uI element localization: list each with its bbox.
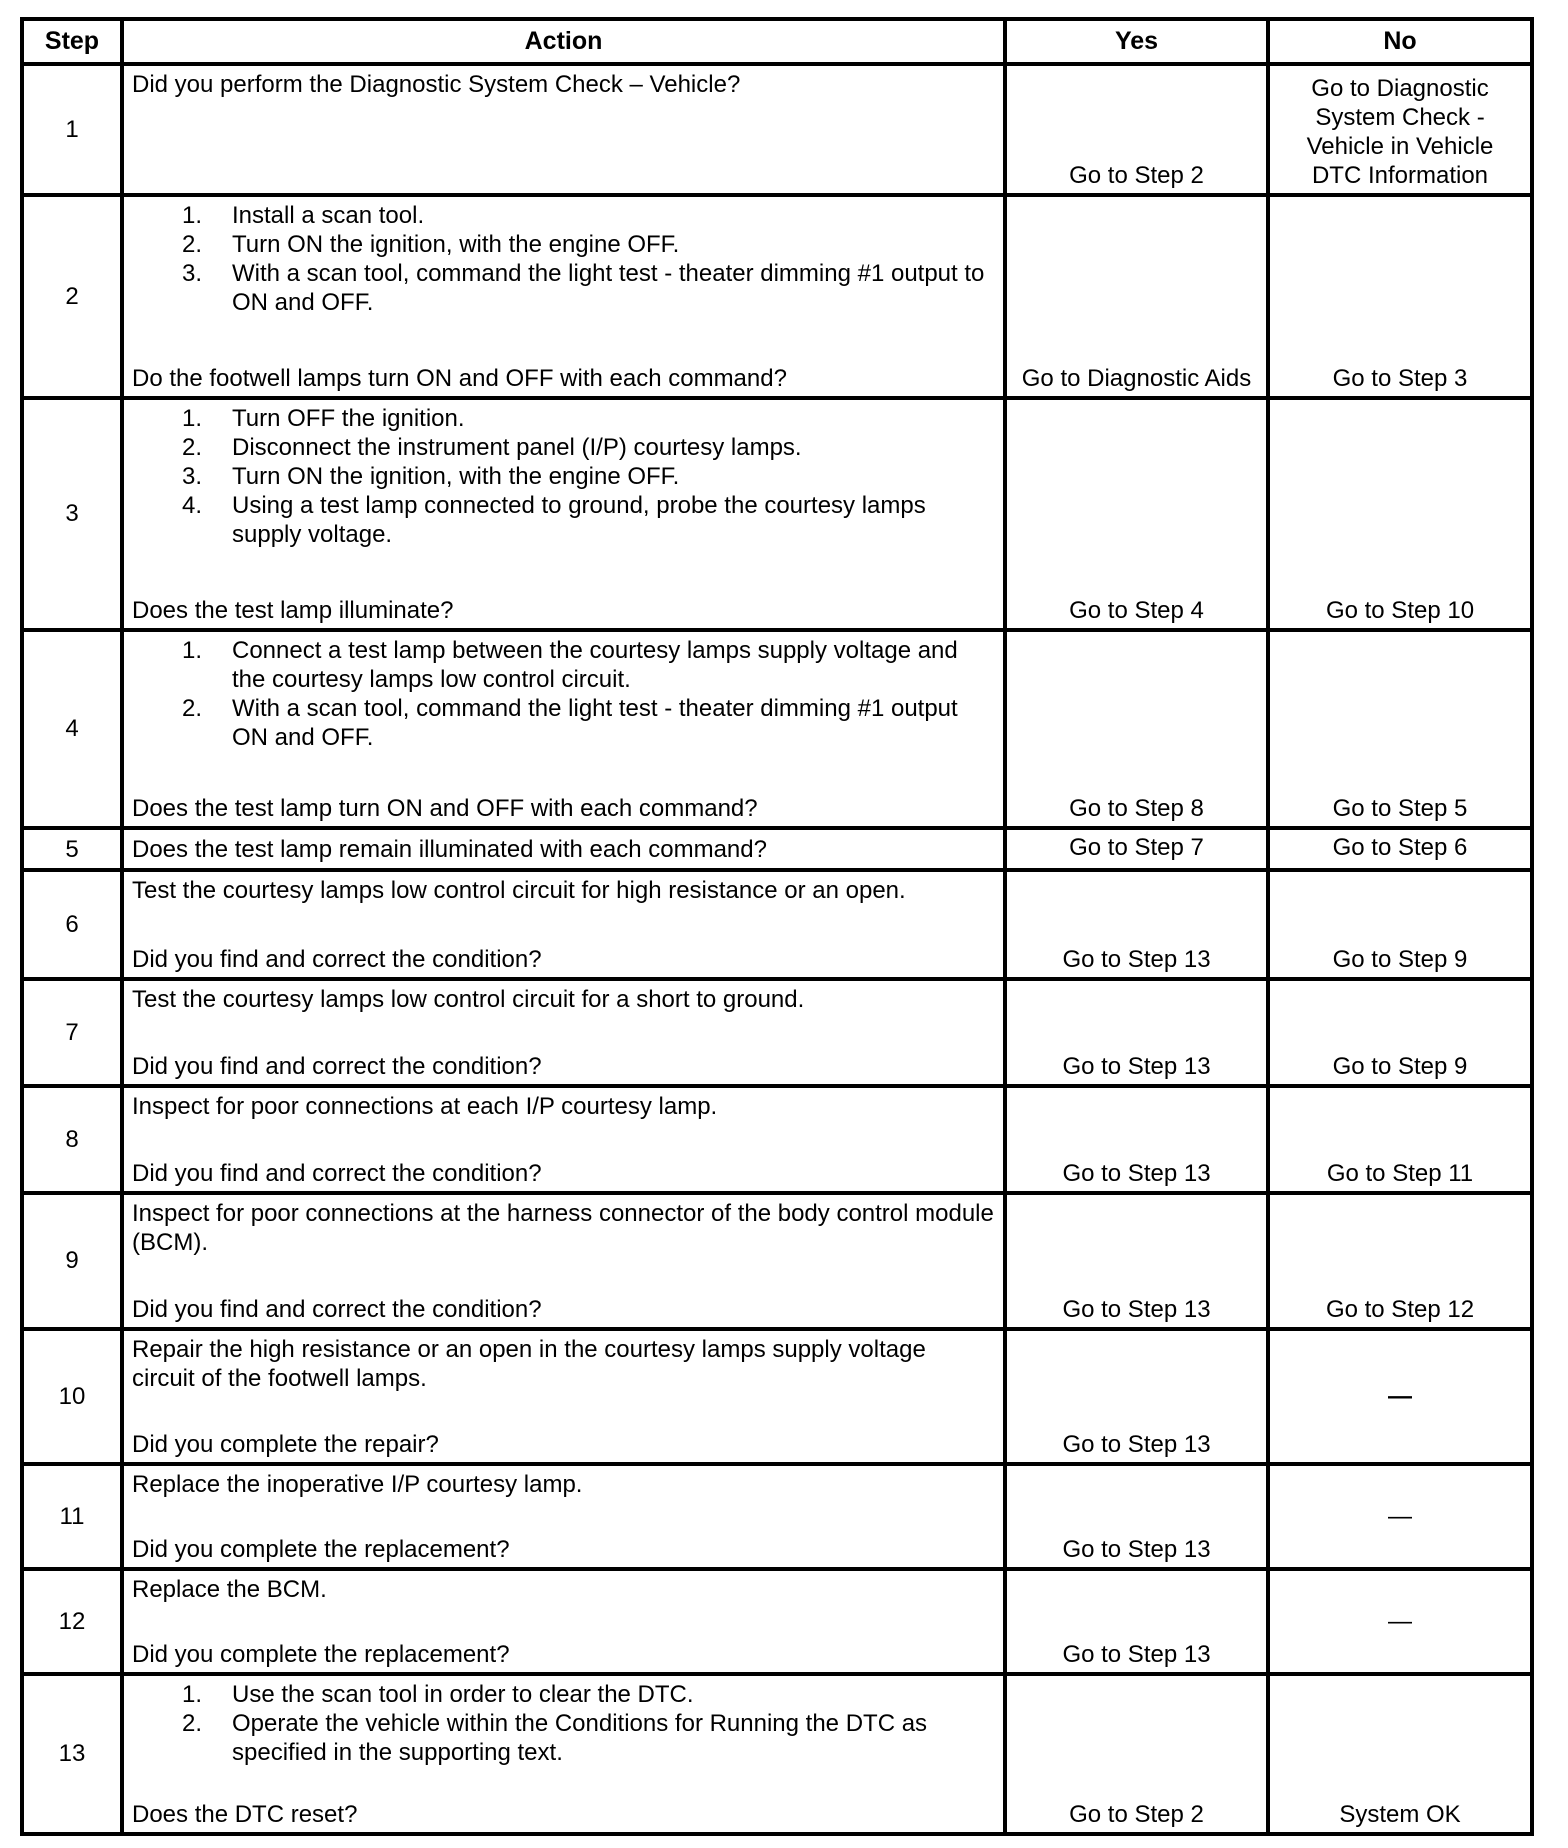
header-step: Step (22, 19, 122, 64)
action-cell (122, 64, 1005, 195)
no-cell: Go to Step 5 (1268, 630, 1532, 828)
no-line: Go to Diagnostic (1311, 74, 1489, 102)
step-number: 1 (22, 64, 122, 195)
action-cell (122, 1329, 1005, 1464)
table-row (22, 1086, 1532, 1193)
action-cell (122, 828, 1005, 870)
step-number: 2 (22, 195, 122, 399)
table-row (22, 870, 1532, 978)
table-row (22, 979, 1532, 1086)
yes-cell: Go to Diagnostic Aids (1005, 195, 1268, 399)
action-cell (122, 1569, 1005, 1674)
yes-cell: Go to Step 13 (1005, 1569, 1268, 1674)
no-cell: Go to Step 3 (1268, 195, 1532, 399)
action-text: Inspect for poor connections at the harness connector of the body control module (BCM). (132, 1200, 994, 1257)
action-cell (122, 870, 1005, 978)
action-text: Replace the BCM. (132, 1575, 327, 1603)
action-text: Did you perform the Diagnostic System Check – Vehicle? (132, 71, 741, 98)
step-number: 6 (22, 870, 122, 978)
action-question: Did you find and correct the condition? (132, 1160, 542, 1188)
instruction-list (132, 201, 995, 317)
table-row (22, 1464, 1532, 1569)
step-number: 8 (22, 1086, 122, 1193)
header-yes: Yes (1005, 19, 1268, 64)
no-line: DTC Information (1311, 161, 1489, 189)
no-cell: Go to Step 10 (1268, 398, 1532, 629)
step-number: 13 (22, 1674, 122, 1834)
action-cell (122, 1464, 1005, 1569)
no-cell: System OK (1268, 1674, 1532, 1834)
instruction-list (132, 1680, 995, 1767)
table-row (22, 1569, 1532, 1674)
action-question: Does the test lamp illuminate? (132, 596, 454, 624)
action-text: Test the courtesy lamps low control circuit for a short to ground. (132, 985, 805, 1013)
step-number: 12 (22, 1569, 122, 1674)
no-cell-dash: — (1268, 1464, 1532, 1569)
action-question: Did you complete the repair? (132, 1430, 439, 1458)
action-question: Does the test lamp turn ON and OFF with each command? (132, 795, 758, 822)
no-cell: Go to Step 9 (1268, 870, 1532, 978)
yes-cell: Go to Step 7 (1005, 828, 1268, 870)
table-row (22, 1193, 1532, 1329)
instruction-list (132, 636, 995, 752)
yes-cell: Go to Step 13 (1005, 870, 1268, 978)
action-text: Replace the inoperative I/P courtesy lamp. (132, 1470, 583, 1498)
table-row (22, 1674, 1532, 1834)
no-line: Vehicle in Vehicle (1306, 132, 1494, 160)
instruction-item: 3. Turn ON the ignition, with the engine OFF. (182, 463, 680, 491)
yes-cell: Go to Step 2 (1005, 1674, 1268, 1834)
yes-cell: Go to Step 13 (1005, 1464, 1268, 1569)
instruction-list (132, 404, 995, 549)
no-cell-dash: — (1268, 1569, 1532, 1674)
yes-cell: Go to Step 2 (1005, 64, 1268, 195)
instruction-item: 4. Using a test lamp connected to ground, probe the courtesy lamps supply voltage. (182, 492, 926, 549)
instruction-item: 1. Install a scan tool. (182, 201, 425, 229)
step-number: 9 (22, 1193, 122, 1329)
action-cell (122, 1086, 1005, 1193)
action-text: Inspect for poor connections at each I/P courtesy lamp. (132, 1092, 718, 1120)
instruction-item: 1. Turn OFF the ignition. (182, 405, 465, 433)
instruction-item: 1. Connect a test lamp between the courtesy lamps supply voltage and the courtesy lamps low control circuit. (182, 636, 958, 693)
action-question: Did you complete the replacement? (132, 1640, 510, 1668)
yes-cell: Go to Step 13 (1005, 1329, 1268, 1464)
table-row (22, 828, 1532, 870)
table-row (22, 630, 1532, 828)
action-question: Did you find and correct the condition? (132, 1052, 542, 1080)
action-cell (122, 630, 1005, 828)
step-number: 3 (22, 398, 122, 629)
instruction-item: 3. With a scan tool, command the light test - theater dimming #1 output to ON and OFF. (182, 259, 985, 316)
yes-cell: Go to Step 4 (1005, 398, 1268, 629)
action-question: Did you complete the replacement? (132, 1535, 510, 1563)
diagnostic-table (20, 17, 1534, 1836)
step-number: 5 (22, 828, 122, 870)
yes-cell: Go to Step 13 (1005, 1086, 1268, 1193)
table-row (22, 398, 1532, 629)
action-question: Do the footwell lamps turn ON and OFF with each command? (132, 365, 787, 393)
table-row (22, 64, 1532, 195)
table-row (22, 195, 1532, 399)
action-text: Test the courtesy lamps low control circuit for high resistance or an open. (132, 877, 906, 905)
action-cell (122, 1193, 1005, 1329)
no-cell: Go to Step 9 (1268, 979, 1532, 1086)
step-number: 10 (22, 1329, 122, 1464)
table-row (22, 1329, 1532, 1464)
yes-cell: Go to Step 13 (1005, 1193, 1268, 1329)
instruction-item: 2. Turn ON the ignition, with the engine OFF. (182, 230, 680, 258)
no-cell (1268, 64, 1532, 195)
instruction-item: 2. Disconnect the instrument panel (I/P) courtesy lamps. (182, 434, 802, 462)
step-number: 11 (22, 1464, 122, 1569)
step-number: 7 (22, 979, 122, 1086)
action-cell (122, 398, 1005, 629)
step-number: 4 (22, 630, 122, 828)
yes-cell: Go to Step 8 (1005, 630, 1268, 828)
no-line: System Check - (1315, 103, 1485, 131)
header-row (22, 19, 1532, 64)
action-cell (122, 1674, 1005, 1834)
yes-cell: Go to Step 13 (1005, 979, 1268, 1086)
action-question: Does the test lamp remain illuminated with each command? (132, 836, 767, 864)
instruction-item: 2. Operate the vehicle within the Conditions for Running the DTC as specified in the supporting text. (182, 1709, 928, 1766)
action-cell (122, 195, 1005, 399)
action-text: Repair the high resistance or an open in the courtesy lamps supply voltage circuit of the footwell lamps. (132, 1335, 926, 1392)
no-cell: Go to Step 6 (1268, 828, 1532, 870)
no-cell-dash: — (1268, 1329, 1532, 1464)
action-question: Did you find and correct the condition? (132, 945, 542, 973)
header-no: No (1268, 19, 1532, 64)
action-cell (122, 979, 1005, 1086)
action-question: Does the DTC reset? (132, 1801, 358, 1828)
instruction-item: 2. With a scan tool, command the light test - theater dimming #1 output ON and OFF. (182, 694, 958, 751)
instruction-item: 1. Use the scan tool in order to clear the DTC. (182, 1680, 694, 1708)
action-question: Did you find and correct the condition? (132, 1295, 542, 1323)
no-cell: Go to Step 11 (1268, 1086, 1532, 1193)
no-cell: Go to Step 12 (1268, 1193, 1532, 1329)
header-action: Action (122, 19, 1005, 64)
